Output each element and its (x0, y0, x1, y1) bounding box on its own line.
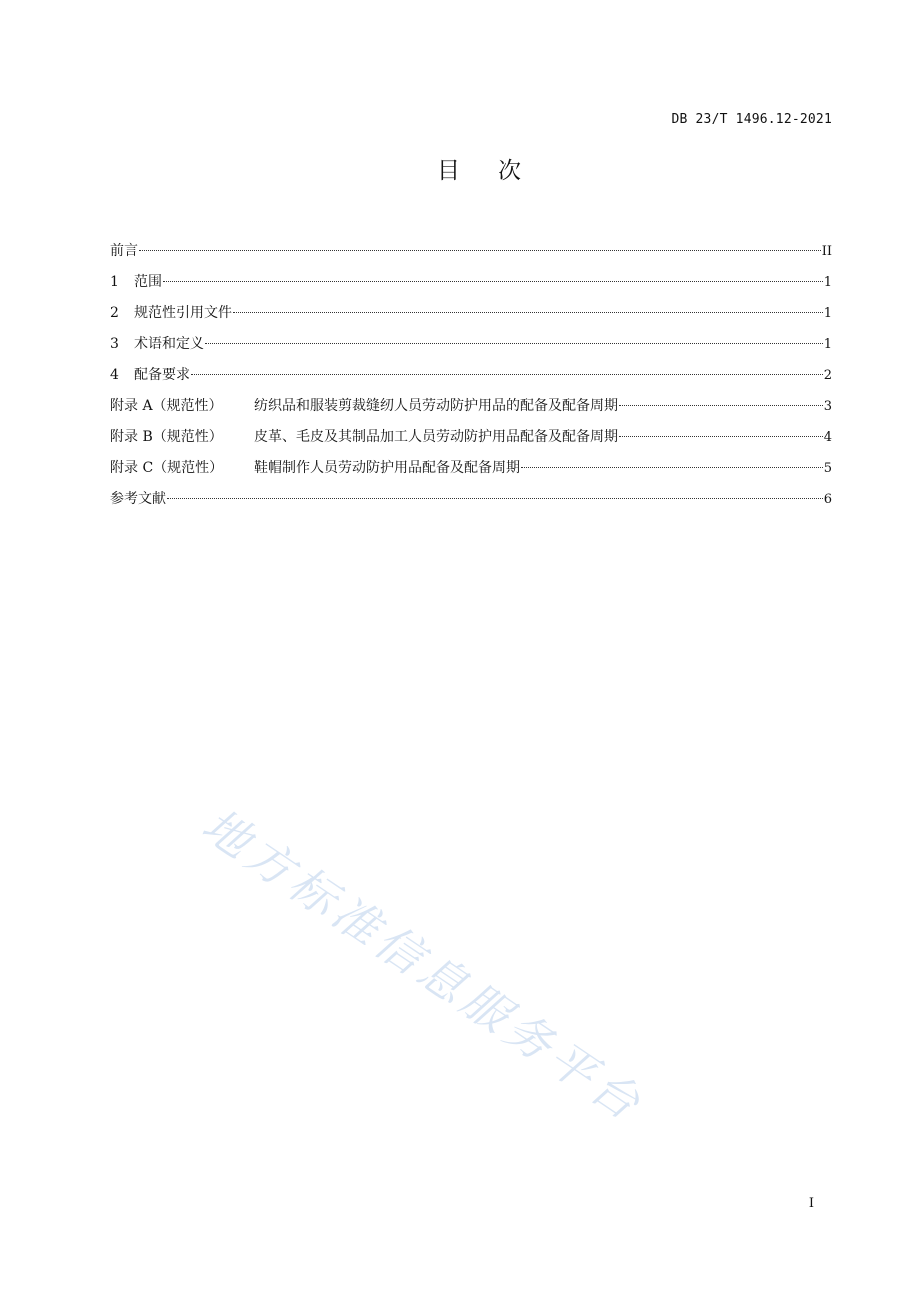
dot-leader (619, 435, 823, 437)
toc-entry-scope[interactable] (110, 267, 832, 298)
toc-entry-page: 1 (823, 275, 832, 290)
table-of-contents (110, 236, 832, 515)
toc-entry-label: 前言 (110, 243, 138, 259)
toc-entry-page: 6 (823, 492, 832, 507)
dot-leader (167, 497, 823, 499)
toc-entry-page: 5 (823, 461, 832, 476)
watermark-text: 地方标准信息服务平台 (192, 797, 655, 1134)
toc-entry-label: 术语和定义 (134, 336, 204, 352)
toc-entry-page: 1 (823, 337, 832, 352)
toc-entry-number: 4 (110, 367, 119, 383)
toc-entry-terms-definitions[interactable] (110, 329, 832, 360)
toc-entry-bibliography[interactable] (110, 484, 832, 515)
toc-entry-number: 附录 A（规范性） (110, 398, 223, 414)
toc-entry-number: 附录 B（规范性） (110, 429, 223, 445)
toc-entry-label: 参考文献 (110, 491, 166, 507)
toc-entry-number: 1 (110, 274, 119, 290)
toc-entry-appendix-b[interactable] (110, 422, 832, 453)
toc-title: 目次 (437, 158, 559, 184)
toc-entry-label: 纺织品和服装剪裁缝纫人员劳动防护用品的配备及配备周期 (254, 398, 618, 414)
dot-leader (619, 404, 823, 406)
toc-entry-page: 3 (823, 399, 832, 414)
toc-entry-label: 范围 (134, 274, 162, 290)
toc-entry-label: 配备要求 (134, 367, 190, 383)
toc-entry-label: 鞋帽制作人员劳动防护用品配备及配备周期 (254, 460, 520, 476)
toc-entry-page: II (821, 244, 832, 259)
dot-leader (163, 280, 823, 282)
toc-entry-appendix-c[interactable] (110, 453, 832, 484)
dot-leader (205, 342, 823, 344)
toc-entry-page: 2 (823, 368, 832, 383)
dot-leader (521, 466, 823, 468)
dot-leader (139, 249, 821, 251)
toc-entry-appendix-a[interactable] (110, 391, 832, 422)
toc-entry-label: 规范性引用文件 (134, 305, 232, 321)
toc-entry-foreword[interactable] (110, 236, 832, 267)
toc-entry-page: 4 (823, 430, 832, 445)
toc-entry-page: 1 (823, 306, 832, 321)
toc-entry-requirements[interactable] (110, 360, 832, 391)
toc-entry-normative-references[interactable] (110, 298, 832, 329)
dot-leader (233, 311, 823, 313)
document-code: DB 23/T 1496.12-2021 (671, 112, 832, 127)
toc-entry-number: 附录 C（规范性） (110, 460, 224, 476)
toc-entry-number: 3 (110, 336, 119, 352)
toc-entry-label: 皮革、毛皮及其制品加工人员劳动防护用品配备及配备周期 (254, 429, 618, 445)
dot-leader (191, 373, 823, 375)
toc-entry-number: 2 (110, 305, 119, 321)
page-number: I (808, 1196, 814, 1211)
